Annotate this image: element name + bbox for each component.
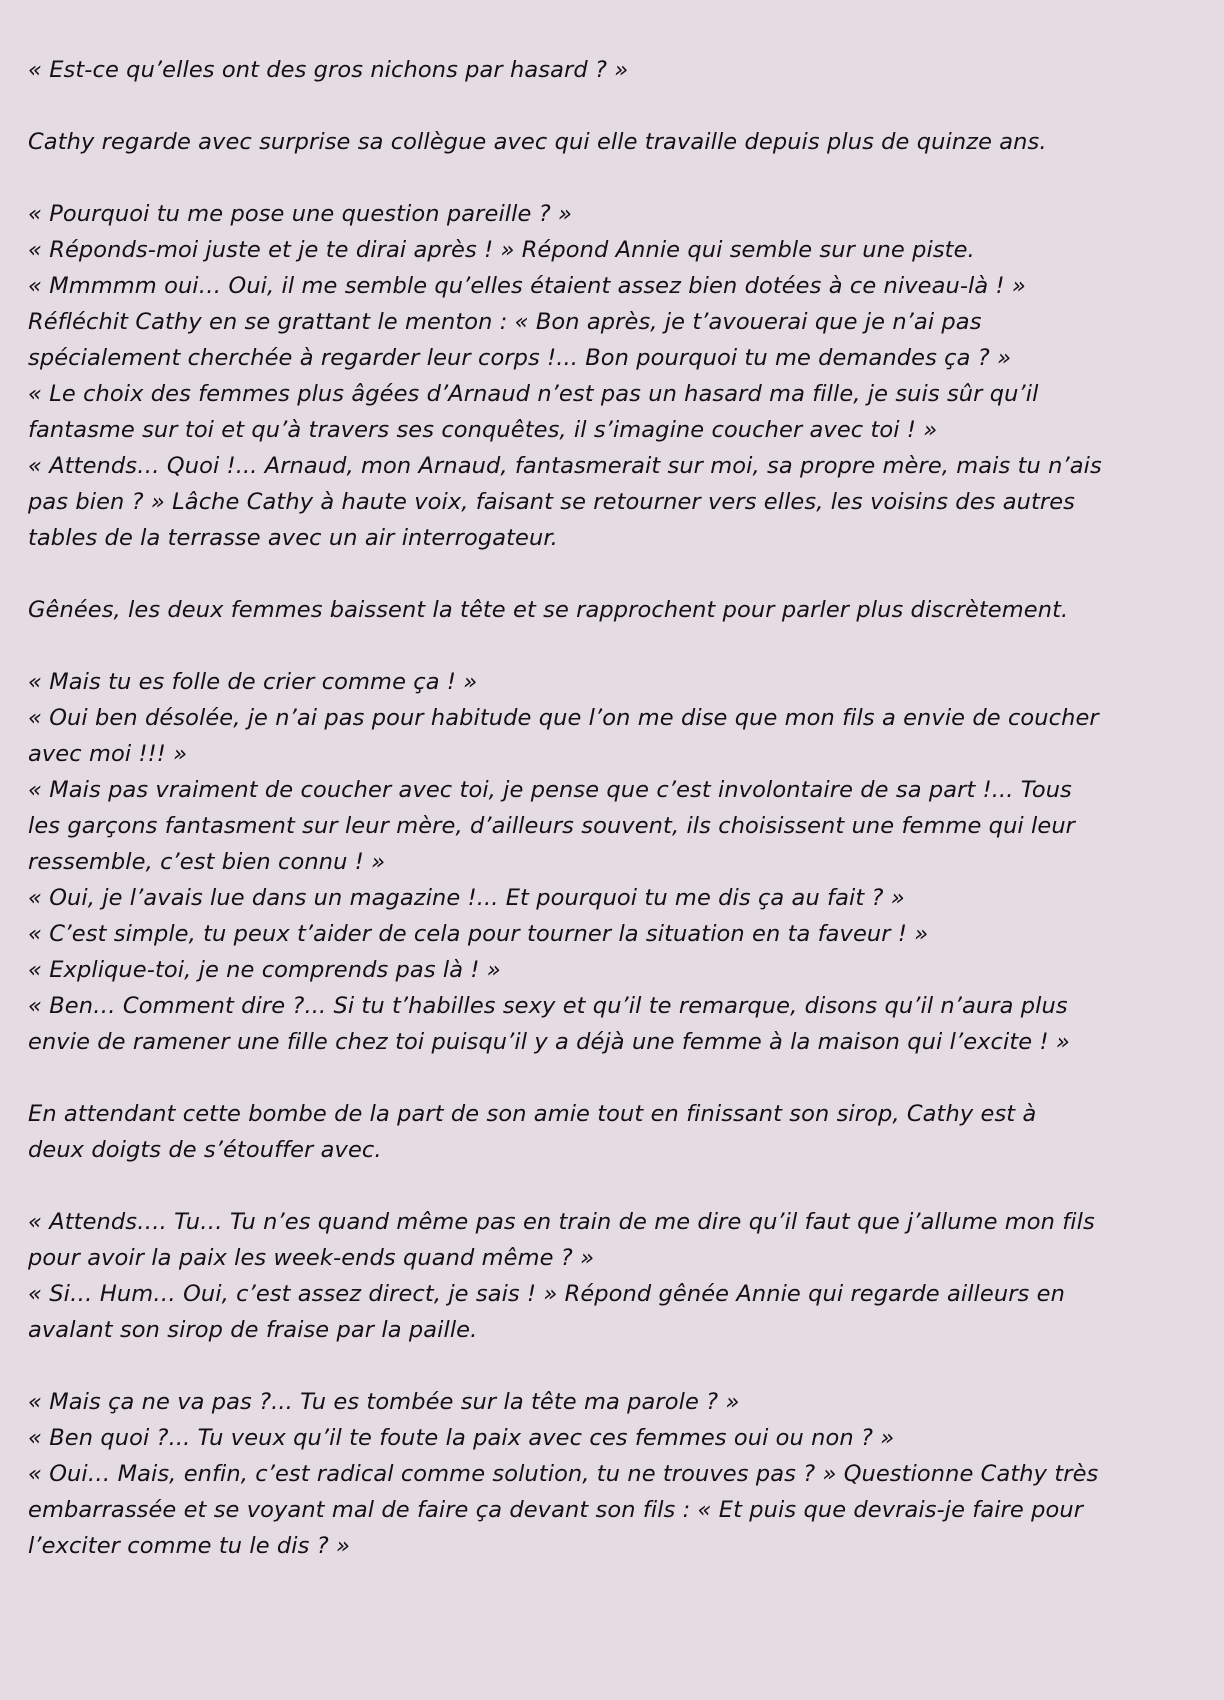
document-page	[28, 52, 1200, 1564]
text-line: avec moi !!! »	[28, 741, 188, 767]
text-line: « Attends…. Tu… Tu n’es quand même pas en train de me dire qu’il faut que j’allume mon fils	[28, 1209, 1095, 1235]
text-line: « Si… Hum… Oui, c’est assez direct, je sais ! » Répond gênée Annie qui regarde ailleurs en	[28, 1281, 1065, 1307]
text-line: « Oui ben désolée, je n’ai pas pour habitude que l’on me dise que mon fils a envie de coucher	[28, 705, 1099, 731]
text-line: Gênées, les deux femmes baissent la tête et se rapprochent pour parler plus discrètement.	[28, 597, 1069, 623]
text-line: pour avoir la paix les week-ends quand même ? »	[28, 1245, 595, 1271]
text-line: « Ben… Comment dire ?... Si tu t’habilles sexy et qu’il te remarque, disons qu’il n’aura plus	[28, 993, 1068, 1019]
text-line: « Mmmmm oui… Oui, il me semble qu’elles étaient assez bien dotées à ce niveau-là ! »	[28, 273, 1026, 299]
text-line: embarrassée et se voyant mal de faire ça devant son fils : « Et puis que devrais-je faire pour	[28, 1497, 1084, 1523]
text-line: spécialement cherchée à regarder leur corps !... Bon pourquoi tu me demandes ça ? »	[28, 345, 1012, 371]
text-line: « Mais ça ne va pas ?... Tu es tombée sur la tête ma parole ? »	[28, 1389, 740, 1415]
text-line: tables de la terrasse avec un air interrogateur.	[28, 525, 558, 551]
text-line: pas bien ? » Lâche Cathy à haute voix, faisant se retourner vers elles, les voisins des autres	[28, 489, 1075, 515]
text-line: « Est-ce qu’elles ont des gros nichons par hasard ? »	[28, 57, 629, 83]
text-line: « Explique-toi, je ne comprends pas là ! »	[28, 957, 501, 983]
text-line: « Ben quoi ?... Tu veux qu’il te foute la paix avec ces femmes oui ou non ? »	[28, 1425, 895, 1451]
blank-line	[28, 1348, 1200, 1384]
text-line: « Pourquoi tu me pose une question pareille ? »	[28, 201, 572, 227]
text-line: Cathy regarde avec surprise sa collègue avec qui elle travaille depuis plus de quinze ans.	[28, 129, 1047, 155]
blank-line	[28, 556, 1200, 592]
text-line: l’exciter comme tu le dis ? »	[28, 1533, 350, 1559]
blank-line	[28, 628, 1200, 664]
text-line: « Attends… Quoi !... Arnaud, mon Arnaud, fantasmerait sur moi, sa propre mère, mais tu n’ais	[28, 453, 1102, 479]
text-line: les garçons fantasment sur leur mère, d’ailleurs souvent, ils choisissent une femme qui leur	[28, 813, 1076, 839]
text-line: deux doigts de s’étouffer avec.	[28, 1137, 382, 1163]
text-line: fantasme sur toi et qu’à travers ses conquêtes, il s’imagine coucher avec toi ! »	[28, 417, 938, 443]
blank-line	[28, 160, 1200, 196]
blank-line	[28, 1060, 1200, 1096]
text-line: ressemble, c’est bien connu ! »	[28, 849, 386, 875]
blank-line	[28, 1168, 1200, 1204]
text-line: « Réponds-moi juste et je te dirai après ! » Répond Annie qui semble sur une piste.	[28, 237, 975, 263]
text-line: Réfléchit Cathy en se grattant le menton : « Bon après, je t’avouerai que je n’ai pas	[28, 309, 982, 335]
blank-line	[28, 88, 1200, 124]
text-line: avalant son sirop de fraise par la paille.	[28, 1317, 478, 1343]
text-line: envie de ramener une fille chez toi puisqu’il y a déjà une femme à la maison qui l’excite ! »	[28, 1029, 1070, 1055]
text-line: En attendant cette bombe de la part de son amie tout en finissant son sirop, Cathy est à	[28, 1101, 1037, 1127]
text-line: « Mais pas vraiment de coucher avec toi, je pense que c’est involontaire de sa part !... Tous	[28, 777, 1072, 803]
text-line: « Oui… Mais, enfin, c’est radical comme solution, tu ne trouves pas ? » Questionne Cathy très	[28, 1461, 1099, 1487]
text-line: « Oui, je l’avais lue dans un magazine !... Et pourquoi tu me dis ça au fait ? »	[28, 885, 905, 911]
text-line: « Mais tu es folle de crier comme ça ! »	[28, 669, 478, 695]
text-line: « C’est simple, tu peux t’aider de cela pour tourner la situation en ta faveur ! »	[28, 921, 929, 947]
text-line: « Le choix des femmes plus âgées d’Arnaud n’est pas un hasard ma fille, je suis sûr qu’il	[28, 381, 1039, 407]
